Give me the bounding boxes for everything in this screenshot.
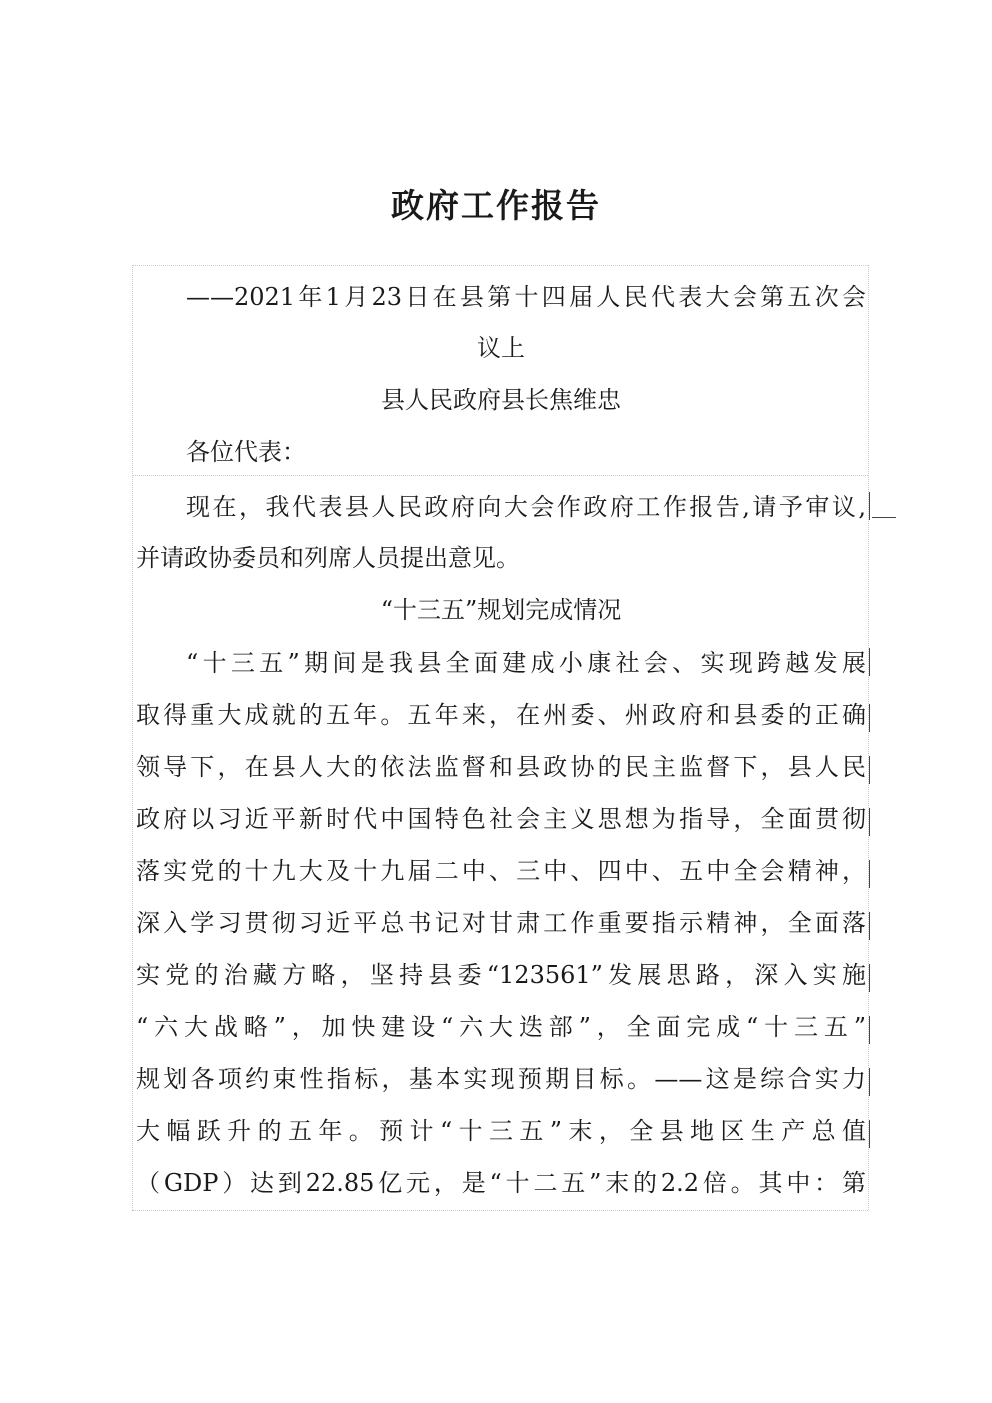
section-heading: “十三五”规划完成情况 bbox=[380, 596, 622, 624]
body-line: “十三五”期间是我县全面建成小康社会、实现跨越发展 bbox=[186, 649, 866, 677]
revision-tick bbox=[872, 517, 896, 518]
revision-bar bbox=[869, 1068, 870, 1096]
body-line: 落实党的十九大及十九届二中、三中、四中、五中全会精神， bbox=[136, 857, 866, 885]
document-title: 政府工作报告 bbox=[391, 186, 601, 225]
body-line: 领导下，在县人大的依法监督和县政协的民主监督下，县人民 bbox=[136, 753, 866, 781]
revision-bar bbox=[869, 648, 870, 676]
subtitle-line-1: ——2021年1月23日在县第十四届人民代表大会第五次会 bbox=[186, 283, 866, 311]
revision-bar bbox=[869, 1120, 870, 1148]
intro-line-2: 并请政协委员和列席人员提出意见。 bbox=[136, 544, 520, 572]
revision-bar bbox=[869, 492, 870, 520]
salutation: 各位代表： bbox=[186, 438, 306, 466]
body-line: 取得重大成就的五年。五年来，在州委、州政府和县委的正确 bbox=[136, 701, 866, 729]
body-line: 大幅跃升的五年。预计“十三五”末，全县地区生产总值 bbox=[136, 1117, 866, 1145]
revision-bar bbox=[869, 912, 870, 940]
revision-bar bbox=[869, 756, 870, 784]
revision-bar bbox=[869, 808, 870, 836]
body-line: （GDP）达到22.85亿元，是“十二五”末的2.2倍。其中：第 bbox=[136, 1169, 866, 1197]
intro-line-1: 现在，我代表县人民政府向大会作政府工作报告,请予审议, bbox=[186, 493, 866, 521]
speaker-line: 县人民政府县长焦维忠 bbox=[381, 386, 621, 414]
body-line: 实党的治藏方略，坚持县委“123561”发展思路，深入实施 bbox=[136, 961, 866, 989]
revision-bar bbox=[869, 704, 870, 732]
revision-bar bbox=[869, 860, 870, 888]
body-line: 规划各项约束性指标，基本实现预期目标。——这是综合实力 bbox=[136, 1065, 866, 1093]
revision-bar bbox=[869, 1016, 870, 1044]
frame-bottom-border bbox=[132, 1210, 868, 1211]
revision-bar bbox=[869, 964, 870, 992]
frame-top-border bbox=[132, 265, 868, 266]
subtitle-line-2: 议上 bbox=[477, 334, 525, 362]
body-line: “六大战略”，加快建设“六大迭部”，全面完成“十三五” bbox=[136, 1013, 866, 1041]
body-line: 深入学习贯彻习近平总书记对甘肃工作重要指示精神，全面落 bbox=[136, 909, 866, 937]
body-line: 政府以习近平新时代中国特色社会主义思想为指导，全面贯彻 bbox=[136, 805, 866, 833]
frame-left-border bbox=[132, 265, 133, 1210]
frame-divider bbox=[132, 475, 868, 476]
